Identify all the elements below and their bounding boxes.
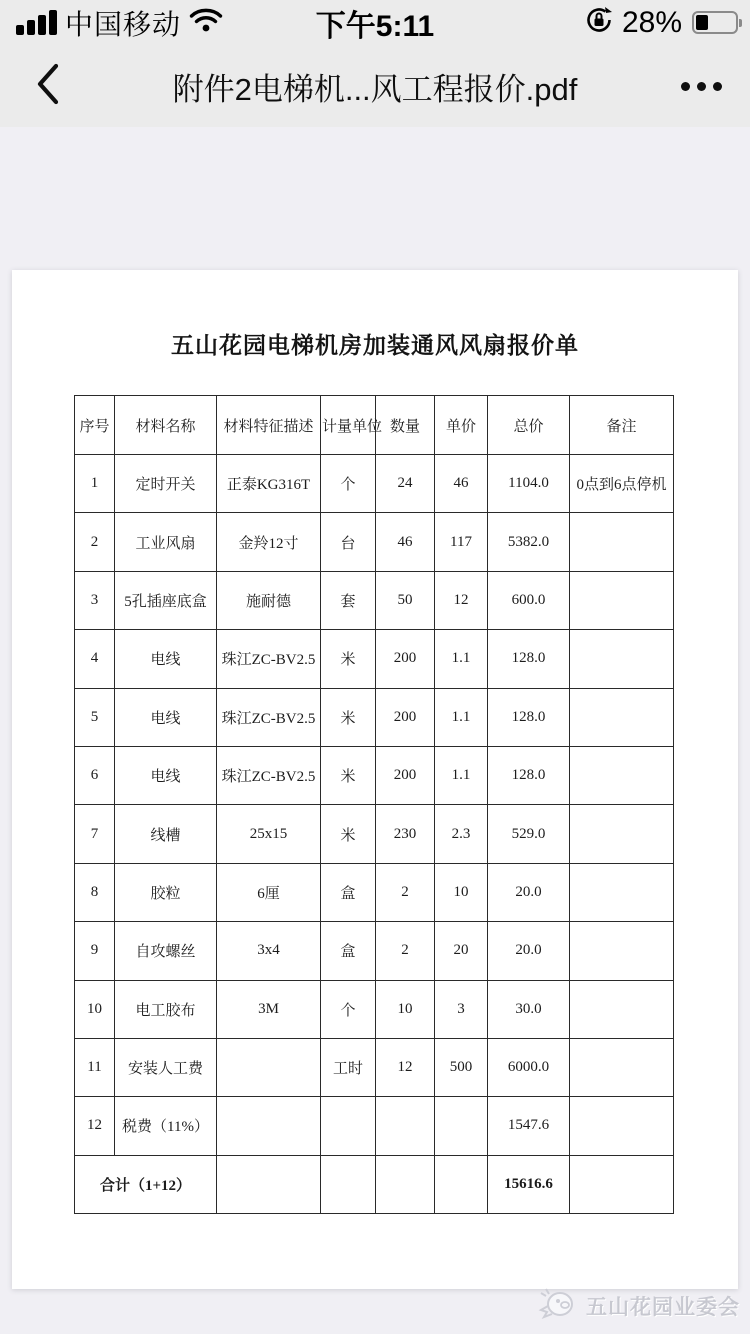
pdf-page (12, 270, 738, 1289)
table-cell-name: 电线 (115, 630, 217, 688)
table-row (75, 630, 674, 688)
table-cell-unit: 工时 (321, 1038, 376, 1096)
table-cell-qty: 2 (376, 863, 435, 921)
table-cell-qty: 10 (376, 980, 435, 1038)
pdf-viewer[interactable] (0, 127, 750, 1334)
table-cell-qty: 200 (376, 688, 435, 746)
table-cell-unit (321, 1155, 376, 1213)
table-cell-no: 1 (75, 455, 115, 513)
table-cell-qty (376, 1097, 435, 1155)
table-row (75, 1097, 674, 1155)
table-row (75, 455, 674, 513)
carrier-label: 中国移动 (65, 8, 182, 40)
table-cell-no: 4 (75, 630, 115, 688)
table-cell-name: 安装人工费 (115, 1038, 217, 1096)
orientation-lock-icon (584, 5, 614, 40)
table-row (75, 746, 674, 804)
table-cell-price: 1.1 (435, 630, 488, 688)
status-bar (0, 0, 750, 45)
table-cell-spec (217, 1155, 321, 1213)
column-header: 计量单位 (321, 396, 376, 455)
table-cell-total: 529.0 (488, 805, 570, 863)
table-cell-total: 600.0 (488, 571, 570, 629)
table-cell-note (570, 571, 674, 629)
table-cell-spec: 珠江ZC-BV2.5 (217, 630, 321, 688)
table-cell-spec: 6厘 (217, 863, 321, 921)
table-cell-no: 8 (75, 863, 115, 921)
quotation-table (74, 395, 674, 1214)
table-cell-total: 128.0 (488, 746, 570, 804)
column-header: 材料名称 (115, 396, 217, 455)
table-cell-qty: 12 (376, 1038, 435, 1096)
table-cell-unit: 台 (321, 513, 376, 571)
table-row (75, 922, 674, 980)
table-cell-no: 9 (75, 922, 115, 980)
table-cell-spec: 金羚12寸 (217, 513, 321, 571)
watermark-text: 五山花园业委会 (586, 1295, 740, 1319)
table-cell-no: 6 (75, 746, 115, 804)
table-cell-spec: 25x15 (217, 805, 321, 863)
document-title: 附件2电梯机...风工程报价.pdf (172, 71, 578, 107)
table-cell-qty: 46 (376, 513, 435, 571)
table-cell-name: 工业风扇 (115, 513, 217, 571)
more-button[interactable] (681, 45, 722, 127)
table-cell-note (570, 1155, 674, 1213)
table-cell-name: 5孔插座底盒 (115, 571, 217, 629)
table-cell-unit: 套 (321, 571, 376, 629)
table-cell-spec (217, 1038, 321, 1096)
table-cell-name: 定时开关 (115, 455, 217, 513)
table-cell-qty: 24 (376, 455, 435, 513)
page-title: 五山花园电梯机房加装通风风扇报价单 (171, 333, 579, 358)
watermark (538, 1285, 740, 1326)
table-row (75, 980, 674, 1038)
table-cell-note (570, 980, 674, 1038)
table-row (75, 688, 674, 746)
table-cell-total: 128.0 (488, 630, 570, 688)
table-cell-note: 0点到6点停机 (570, 455, 674, 513)
table-cell-qty: 2 (376, 922, 435, 980)
table-cell-spec: 珠江ZC-BV2.5 (217, 688, 321, 746)
table-cell-unit: 盒 (321, 863, 376, 921)
table-cell-spec: 正泰KG316T (217, 455, 321, 513)
table-row (75, 805, 674, 863)
table-cell-unit: 个 (321, 455, 376, 513)
table-cell-name: 自攻螺丝 (115, 922, 217, 980)
column-header: 单价 (435, 396, 488, 455)
chevron-left-icon (36, 63, 60, 110)
column-header: 总价 (488, 396, 570, 455)
table-row (75, 513, 674, 571)
table-cell-spec (217, 1097, 321, 1155)
table-cell-price: 1.1 (435, 688, 488, 746)
table-cell-spec: 施耐德 (217, 571, 321, 629)
table-cell-total: 30.0 (488, 980, 570, 1038)
table-cell-price: 117 (435, 513, 488, 571)
table-cell-note (570, 688, 674, 746)
column-header: 材料特征描述 (217, 396, 321, 455)
table-cell-name: 线槽 (115, 805, 217, 863)
table-cell-no: 5 (75, 688, 115, 746)
back-button[interactable] (22, 45, 74, 127)
table-cell-name: 电工胶布 (115, 980, 217, 1038)
table-cell-total: 1104.0 (488, 455, 570, 513)
mascot-logo-icon (538, 1285, 578, 1326)
table-cell-qty: 200 (376, 746, 435, 804)
table-cell-spec: 3M (217, 980, 321, 1038)
table-cell-unit: 米 (321, 746, 376, 804)
table-cell-name: 胶粒 (115, 863, 217, 921)
table-cell-price: 500 (435, 1038, 488, 1096)
table-cell-unit: 米 (321, 688, 376, 746)
table-cell-name: 电线 (115, 688, 217, 746)
table-cell-note (570, 1097, 674, 1155)
table-cell-total: 128.0 (488, 688, 570, 746)
column-header: 备注 (570, 396, 674, 455)
table-cell-unit: 盒 (321, 922, 376, 980)
table-cell-total: 6000.0 (488, 1038, 570, 1096)
table-cell-price: 2.3 (435, 805, 488, 863)
table-body (75, 455, 674, 1214)
table-cell-price (435, 1097, 488, 1155)
table-header-row (75, 396, 674, 455)
table-cell-qty: 50 (376, 571, 435, 629)
table-cell-unit: 米 (321, 805, 376, 863)
ellipsis-icon (681, 82, 690, 91)
table-cell-total: 20.0 (488, 922, 570, 980)
nav-bar (0, 45, 750, 127)
table-cell-no: 7 (75, 805, 115, 863)
table-cell-price: 20 (435, 922, 488, 980)
table-cell-unit: 个 (321, 980, 376, 1038)
table-cell-qty: 200 (376, 630, 435, 688)
total-label: 合计（1+12） (75, 1155, 217, 1213)
table-cell-note (570, 1038, 674, 1096)
table-cell-no: 11 (75, 1038, 115, 1096)
table-row (75, 1038, 674, 1096)
table-cell-price: 12 (435, 571, 488, 629)
table-cell-total: 5382.0 (488, 513, 570, 571)
table-cell-note (570, 805, 674, 863)
table-cell-no: 3 (75, 571, 115, 629)
table-cell-note (570, 863, 674, 921)
table-cell-no: 2 (75, 513, 115, 571)
table-cell-spec: 珠江ZC-BV2.5 (217, 746, 321, 804)
table-cell-no: 12 (75, 1097, 115, 1155)
total-value: 15616.6 (488, 1155, 570, 1213)
table-cell-total: 20.0 (488, 863, 570, 921)
table-cell-price: 3 (435, 980, 488, 1038)
table-cell-no: 10 (75, 980, 115, 1038)
table-cell-note (570, 746, 674, 804)
total-row (75, 1155, 674, 1213)
table-cell-total: 1547.6 (488, 1097, 570, 1155)
table-cell-name: 电线 (115, 746, 217, 804)
clock: 下午5:11 (315, 9, 435, 43)
battery-icon (692, 11, 738, 34)
table-cell-price (435, 1155, 488, 1213)
table-cell-unit: 米 (321, 630, 376, 688)
table-cell-price: 46 (435, 455, 488, 513)
table-cell-note (570, 630, 674, 688)
column-header: 序号 (75, 396, 115, 455)
battery-percent: 28% (621, 5, 682, 39)
table-cell-price: 10 (435, 863, 488, 921)
table-cell-note (570, 922, 674, 980)
table-cell-price: 1.1 (435, 746, 488, 804)
table-cell-unit (321, 1097, 376, 1155)
table-row (75, 863, 674, 921)
table-cell-note (570, 513, 674, 571)
table-cell-name: 税费（11%） (115, 1097, 217, 1155)
table-cell-spec: 3x4 (217, 922, 321, 980)
column-header: 数量 (376, 396, 435, 455)
table-cell-qty: 230 (376, 805, 435, 863)
table-row (75, 571, 674, 629)
table-cell-qty (376, 1155, 435, 1213)
